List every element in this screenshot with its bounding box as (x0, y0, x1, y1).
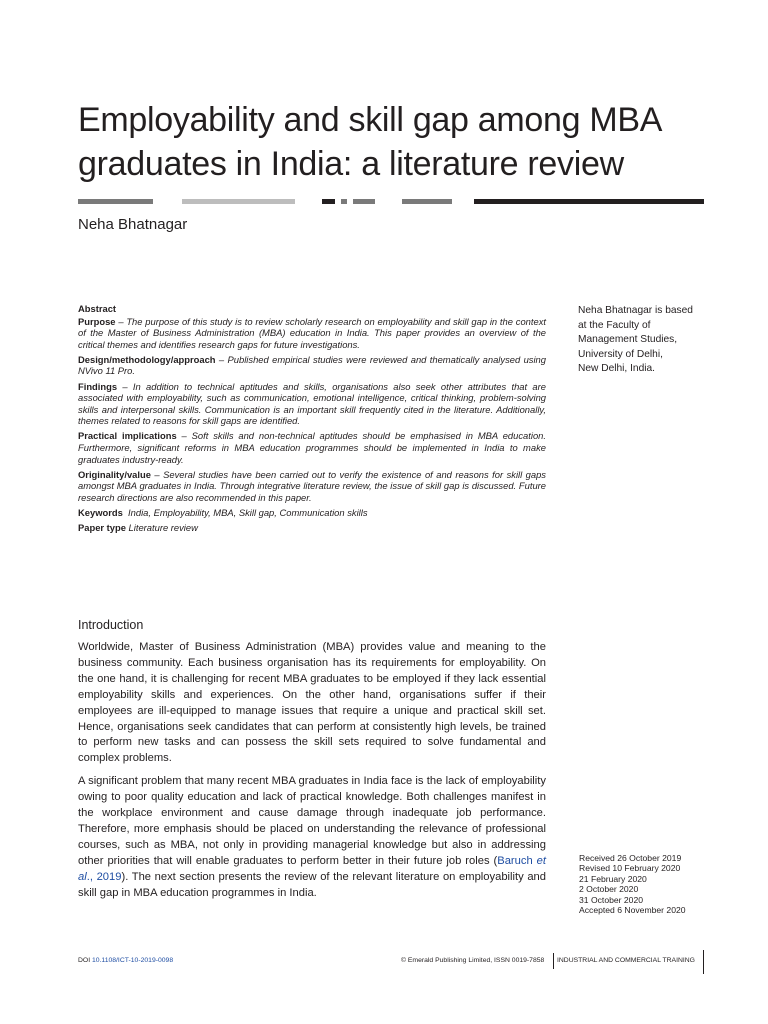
introduction-body (78, 640, 546, 909)
article-history (579, 853, 719, 915)
history-line: Received 26 October 2019 (579, 853, 682, 863)
affiliation-line: at the Faculty of (578, 319, 651, 331)
footer-divider (553, 953, 554, 969)
abstract-heading: Abstract (78, 303, 117, 314)
history-line: Accepted 6 November 2020 (579, 905, 686, 916)
author-name: Neha Bhatnagar (78, 216, 188, 233)
introduction-paragraph-1: Worldwide, Master of Business Administration (MBA) provides value and meaning to the business community. Each business organisation has its requirements for employability. On the one hand, it is challenging for recent MBA graduates to be employed if they lack essential employability skills and experiences. On the other hand, organisations suffer if their employees are ill-equipped to manage issues that require a unique and practical skill set. Hence, organisations seek candidates that can perform at consistently high levels, be trained to perform new tasks and can possess the skill sets required to solve fundamental and complex problems. (78, 641, 546, 765)
affiliation-line: New Delhi, India. (578, 363, 656, 375)
affiliation-line: University of Delhi, (578, 348, 663, 360)
history-line: Revised 10 February 2020 (579, 863, 681, 874)
rule-segment (402, 199, 452, 204)
rule-segment (322, 199, 335, 204)
rule-segment (341, 199, 347, 204)
publisher-info: © Emerald Publishing Limited, ISSN 0019-7858 (401, 957, 545, 964)
abstract-originality: Originality/value – Several studies have been carried out to verify the existence of and reasons for skill gaps amongst MBA graduates in India. Through integrative literature review, the issue of skill gap is discussed. Future research directions are also recommended in this paper. (78, 468, 546, 503)
affiliation-line: Neha Bhatnagar is based (578, 305, 693, 316)
history-line: 21 February 2020 (579, 873, 647, 884)
introduction-paragraph-2: A significant problem that many recent MBA graduates in India face is the lack of employability owing to poor quality education and lack of practical knowledge. Both challenges manifest in the workplace environment and cause damage through inadequate job performance. Therefore, more emphasis should be placed on understanding the relevance of professional courses, such as MBA, not only in providing managerial knowledge but also in addressing other priorities that will enable graduates to perform better in their future job roles (Baruch et al., 2019). The next section presents the review of the relevant literature on employability and skill gap in MBA education programmes in India. (78, 775, 547, 899)
citation-link[interactable]: Baruch et al., 2019 (78, 854, 547, 883)
history-line: 31 October 2020 (579, 894, 644, 905)
abstract-keywords: Keywords India, Employability, MBA, Skill gap, Communication skills (78, 507, 368, 518)
introduction-heading: Introduction (78, 618, 144, 632)
doi: DOI 10.1108/ICT-10-2019-0098 (78, 957, 174, 964)
abstract-findings: Findings – In addition to technical aptitudes and skills, organisations also seek other attributes that are associated with employability, such as communication, emotional intelligence, critical thinking, problem-solving skills and interpersonal skills. Communication is an important skill frequently cited in the literature. Additionally, themes related to reasons for skill gaps are identified. (78, 380, 546, 427)
article-title-line-1: Employability and skill gap among MBA (78, 101, 663, 139)
journal-name: INDUSTRIAL AND COMMERCIAL TRAINING (557, 957, 695, 964)
article-title-line-2: graduates in India: a literature review (78, 145, 624, 183)
article-title (78, 98, 718, 186)
footer-divider (703, 950, 704, 974)
abstract (78, 303, 546, 537)
doi-link[interactable]: 10.1108/ICT-10-2019-0098 (91, 957, 174, 964)
abstract-design: Design/methodology/approach – Published empirical studies were reviewed and thematically analysed using NVivo 11 Pro. (78, 353, 546, 377)
abstract-purpose: Purpose – The purpose of this study is to review scholarly research on employability and skill gap in the context of the Master of Business Administration (MBA) education in India. This paper provides an overview of the critical themes and identifies research gaps for future investigations. (78, 315, 546, 350)
rule-segment (474, 199, 704, 204)
abstract-paper-type: Paper type Literature review (78, 522, 198, 534)
history-line: 2 October 2020 (579, 884, 639, 895)
affiliation-line: Management Studies, (578, 334, 678, 346)
author-affiliation (578, 304, 718, 377)
abstract-practical-implications: Practical implications – Soft skills and non-technical aptitudes should be emphasised in MBA education. Furthermore, significant reforms in MBA education programmes should be implemented in India to make graduates industry-ready. (78, 430, 546, 465)
rule-segment (353, 199, 375, 204)
rule-segment (182, 199, 295, 204)
rule-segment (78, 199, 153, 204)
